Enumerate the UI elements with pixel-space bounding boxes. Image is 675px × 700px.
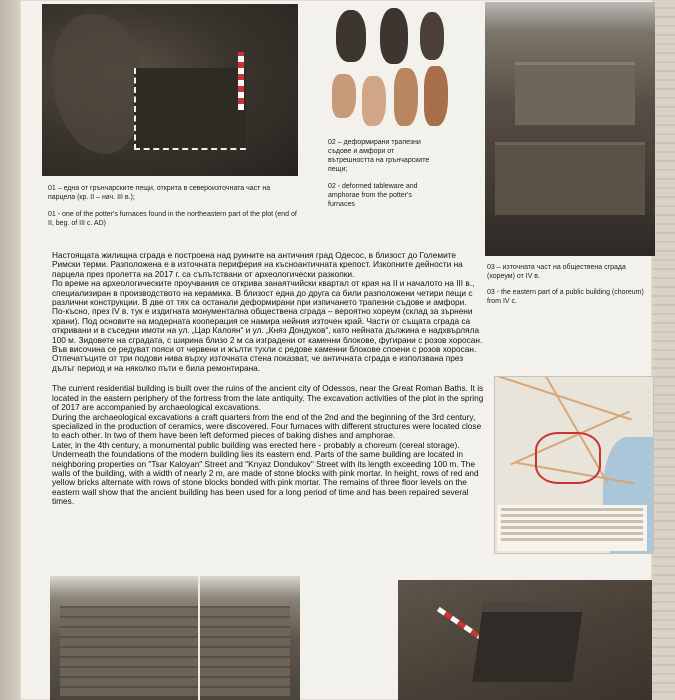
- caption-02-bg: 02 – деформирани трапезни съдове и амфори от вътрешността на грънчарските пещи;: [328, 139, 430, 173]
- caption-01-bg: 01 – една от грънчарските пещи, открита в североизточната част на парцела (кр. II – нач. III в.);: [48, 185, 271, 201]
- map-legend-entry: [501, 538, 643, 541]
- measuring-pole: [238, 52, 244, 110]
- map-fortress-outline: [535, 432, 601, 484]
- wall-background-left: [0, 0, 20, 700]
- choreum-wall-lower: [495, 142, 645, 215]
- amphora-1: [394, 68, 418, 126]
- caption-01-en: 01 - one of the potter's furnaces found in the northeastern part of the plot (end of II, beg. of III c. AD): [48, 211, 297, 227]
- body-text: [52, 251, 486, 507]
- furnace-pit: [134, 68, 246, 150]
- sherd-1: [332, 74, 356, 118]
- information-board: [20, 0, 652, 700]
- map-legend-entry: [501, 532, 643, 535]
- body-en-paragraph-1: The current residential building is built over the ruins of the ancient city of Odessos, near the Great Roman Baths. It is located in the eastern periphery of the fortress from the late antiquity. The excavation activities of the plot in the spring of 2017 are accompanied by archaeological excavations.: [52, 383, 484, 413]
- caption-02-en: 02 - deformed tableware and amphorae from the potter's furnaces: [328, 183, 418, 208]
- body-bg-paragraph-2: По време на археологическите проучвания се открива занаятчийски квартал от края на II и началото на III в., специализиран в производството на керамика. В близост една до друга са били разположени четири пещи с различни конструкции. В две от тях са останали деформирани при изпичането трапезни съдове и амфори.: [52, 278, 475, 308]
- photo-deformed-vessels: [328, 4, 456, 130]
- photo-potters-furnace: [42, 4, 298, 176]
- body-bg-paragraph-1: Настоящата жилищна сграда е построена над руините на античния град Одесос, в близост до Големите Римски терми. Разположена е в източната периферия на късноантичната крепост. Изкопните дейности на парцела през пролетта на 2017 г. са съпътствани от археологически разкопки.: [52, 250, 463, 279]
- brick-courses: [60, 606, 290, 696]
- sherd-2: [362, 76, 386, 126]
- site-map: [494, 376, 654, 554]
- wall-background-right: [652, 0, 675, 700]
- body-en-paragraph-3: Later, in the 4th century, a monumental public building was erected here - probably a choreum (cereal storage). Underneath the foundations of the modern building lies its eastern end. Parts of the same building are located in neighboring properties on "Tsar Kaloyan" Street and "Knyaz Dondukov" Street with its length exceeding 100 m. The walls of the building, with a width of nearly 2 m, are made of stone blocks with pink mortar. In height, rows of red and yellow bricks alternate with rows of stone blocks bonded with pink mortar. The remains of three floor levels on the eastern wall show that the ancient building has been used for a long period of time and has been repaired several times.: [52, 439, 479, 507]
- vessel-jug-1: [336, 10, 366, 62]
- amphora-2: [424, 66, 448, 126]
- map-legend-entry: [501, 526, 643, 529]
- photo-choreum-wall: [50, 576, 300, 700]
- map-legend: [497, 505, 647, 551]
- caption-03-en: 03 - the eastern part of a public building (choreum) from IV c.: [487, 289, 644, 305]
- body-en-paragraph-2: During the archaeological excavations a craft quarters from the end of the 2nd and the beginning of the 3rd century, specialized in the production of ceramics, were discovered. Four furnaces with different structures were located close to each other. In two of them have been left deformed pieces of baking dishes and amphorae.: [52, 411, 482, 441]
- excavation-wall: [52, 14, 142, 154]
- photo-stone-block: [398, 580, 652, 700]
- map-legend-entry: [501, 520, 643, 523]
- vessel-fragment: [420, 12, 444, 60]
- body-bg-paragraph-3: По-късно, през IV в. тук е издигната монументална обществена сграда – вероятно хореум (склад за зърнени храни). Под основите на модерната кооперация се намира нейния източен край. Части от същата сграда са откривани и в съседни имоти на ул. „Цар Калоян“ и ул. „Княз Дондуков“, като нейната дължина е надхвърляла 100 м. Зидовете на сградата, с ширина близо 2 м са изградени от каменни блокове, фугирани с розов хоросан. Във височина се редуват пояси от червени и жълти тухли с редове каменни блокове споени с розов хоросан. Отпечатъците от три подови нива върху източната стена показват, че античната сграда е използвана през дълъг период и на няколко пъти е била ремонтирана.: [52, 306, 483, 373]
- choreum-wall-upper: [515, 62, 635, 125]
- photo-choreum-eastern-part: [485, 2, 655, 256]
- vessel-jug-2: [380, 8, 408, 64]
- map-legend-entry: [501, 508, 643, 511]
- photo-split-line: [198, 576, 200, 700]
- map-street: [498, 376, 632, 421]
- stone-pedestal: [472, 602, 583, 682]
- map-legend-entry: [501, 514, 643, 517]
- caption-03-bg: 03 – източната част на обществена сграда (хореум) от IV в.: [487, 264, 626, 280]
